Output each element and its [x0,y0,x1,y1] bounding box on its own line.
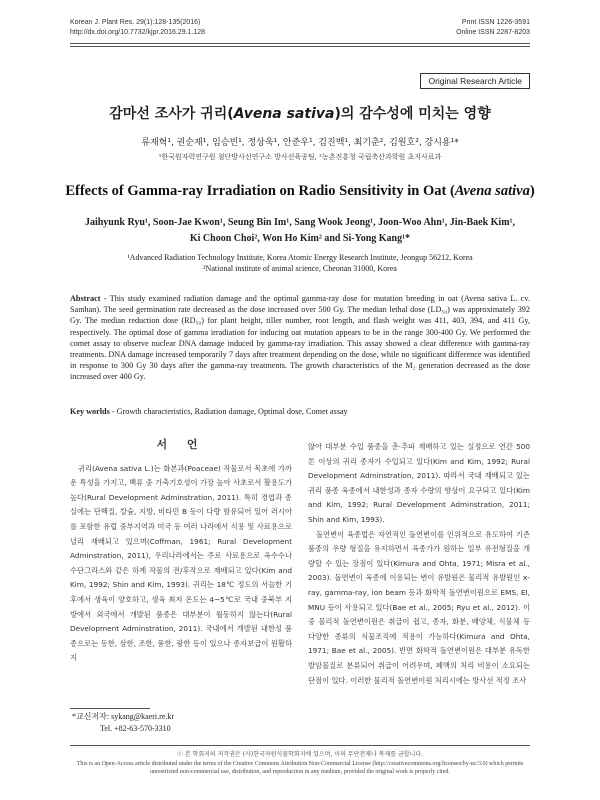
correspondence-rule [70,708,150,709]
english-title-species: Avena sativa [454,183,530,199]
abstract-label: Abstract [70,294,101,303]
abstract-text: - This study examined radiation damage and the optimal gamma-ray dose for mutation breeding in oat (Avena sativa L. cv. Samhan). The seed germination rate decreased as the dose increased over 500 Gy. The median lethal dose (LD₅₀) was approximately 392 Gy. The median reduction dose (RD₅₀) for plant height, tiller number, root length, and flash weight was 411, 403, 394, and 411 Gy, respectively. The optimal dose of gamma irradiation for inducing oat mutation appears to be in the range 300-400 Gy. We performed the comet assay to observe nuclear DNA damage induced by gamma-ray irradiation. This assay showed a clear difference with gamma-ray treatments. DNA damage increased temporarily 7 days after treatment depending on the dose, while no significant difference was identified in response to 300 Gy 30 days after the gamma-ray treatments. The growth characteristics of the M₂ generation decreased as the dose increased over 400 Gy. [70,294,530,382]
body-column-right [308,440,530,688]
english-authors [60,215,540,247]
english-authors-line1: Jaihyunk Ryu¹, Soon-Jae Kwon¹, Seung Bin Im¹, Sang Wook Jeong¹, Joon-Woo Ahn¹, Jin-Baek Kim¹, [84,217,516,228]
english-title-post: ) [529,183,535,199]
english-affiliation-2: ²National institute of animal science, Cheonan 31000, Korea [203,264,397,273]
intro-paragraph-2: 돌연변이 육종법은 자연적인 돌연변이를 인위적으로 유도하여 기존 품종의 우량 형질을 유지하면서 육종가가 원하는 일부 유전형질을 개량할 수 있는 장점이 있다(Kimura and Ohta, 1971; Misra et al., 2003). 돌연변이 육종에 이용되는 변이 유발원은 물리적 유발원인 x-ray, gamma-ray, ion beam 등과 화학적 돌연변이원으로 EMS, EI, MNU 등이 사용되고 있다(Bae et al., 2005; Ryu et al., 2012). 이 중 물리적 돌연변이원은 취급이 쉽고, 종자, 화분, 배양체, 식물체 등 다양한 종류의 식물조직에 적용이 가능하다(Kimura and Ohta, 1971; Bae et al., 2005). 반면 화학적 돌연변이원은 대부분 유독한 발암물질로 분류되어 취급이 어려우며, 폐액의 처리 비용이 소요되는 단점이 있다. 이러한 물리적 돌연변이원 처리시에는 방사선 적정 조사 [308,529,530,685]
intro-paragraph-1: 귀리(Avena sativa L.)는 화본과(Poaceae) 작물로서 목초에 가까운 특성을 가지고, 백류 중 가축기호성이 가장 높아 사초로서 활용도가 높다(Rural Development Adminstration, 2011). 특히 경엽과 종실에는 단백질, 칼슘, 지방, 비타민 B 등이 다량 함유되어 있어 러시아를 포함한 유럽 중부지역과 미국 등 여러 나라에서 식용 및 사료용으로 널리 재배되고 있으며(Coffman, 1961; Rural Development Adminstration, 2011), 우리나라에서는 주로 사료용으로 옥수수나 수단그라스와 같은 하계 작물의 전/후작으로 재배되고 있다(Kim and Kim, 1992; Shin and Kim, 1993). 귀리는 18℃ 정도의 서늘한 기후에서 생육이 양호하고, 생육 최저 온도는 4~5℃로 국내 중북부 지방에서 외국에서 개발된 품종은 대부분이 월동하지 않는다(Rural Development Adminstration, 2011). 국내에서 개발된 내한성 품종으로는 동한, 삼한, 조한, 풍한, 광한 등이 있으나 종자보급이 원활하지 [70,463,292,663]
journal-header-left [70,18,205,38]
section-title-introduction: 서 언 [156,438,206,451]
footer-rule [70,745,530,746]
copyright-notice: ⓒ 본 학회지의 저작권은 (사)한국자원식물학회지에 있으며, 이의 무단전재나 복제를 금합니다. [176,751,424,758]
journal-header-right [456,18,530,38]
abstract [70,293,530,383]
journal-citation: Korean J. Plant Res. 29(1):128-135(2016) [70,19,201,26]
corresponding-tel: Tel. +82-63-570-3310 [100,724,171,733]
corresponding-email: *교신저자: sykang@kaeri.re.kr [72,712,175,721]
body-column-left [70,440,292,666]
article-type-badge: Original Research Article [420,73,530,89]
doi-link[interactable]: http://dx.doi.org/10.7732/kjpr.2016.29.1.128 [70,29,206,36]
english-affiliations [60,252,540,274]
english-title-pre: Effects of Gamma-ray Irradiation on Radio Sensitivity in Oat ( [65,183,455,199]
keywords-text: - Growth characteristics, Radiation damage, Optimal dose, Comet assay [109,407,348,416]
korean-title-species: Avena sativa [233,106,335,122]
print-issn: Print ISSN 1226-3591 [461,19,530,26]
intro-paragraph-1-cont: 않아 대부분 수입 품종을 춘·추파 재배하고 있는 실정으로 연간 500 톤 이상의 귀리 종자가 수입되고 있다(Kim and Kim, 1992; Rural Development Adminstration, 2011). 따라서 국내 재배되고 있는 귀리 품종 육종에서 내한성과 종자 수량의 향상이 요구되고 있다(Kim and Kim, 1992; Rural Development Adminstration, 2011; Shin and Kim, 1993). [308,442,530,524]
korean-title-pre: 감마선 조사가 귀리( [109,106,234,122]
header-rule-top [70,43,530,44]
english-affiliation-1: ¹Advanced Radiation Technology Institute, Korea Atomic Energy Research Institute, Jeongup 56212, Korea [127,253,473,262]
korean-title [0,103,600,123]
english-title [0,183,600,200]
correspondence [72,711,174,735]
keywords [70,407,530,416]
header-rule-bottom [70,46,530,47]
english-authors-line2: Ki Choon Choi², Won Ho Kim² and Si-Yong Kang¹* [189,233,411,244]
korean-title-post: )의 감수성에 미치는 영향 [334,106,491,122]
korean-authors: 류재혁¹, 권순재¹, 임승빈¹, 정상욱¹, 안준우¹, 김진백¹, 최기춘², 김원호², 강시용¹* [141,138,459,148]
keywords-label: Key worlds [70,407,110,416]
korean-affiliations: ¹한국원자력연구원 첨단방사선연구소 방사선육종팀, ²농촌진흥청 국립축산과학원 초지사료과 [158,153,442,161]
online-issn: Online ISSN 2287-8203 [456,29,530,36]
open-access-notice: This is an Open-Access article distributed under the terms of the Creative Commons Attribution Non-Commercial License (http://creativecommons.org/licenses/by-nc/3.0) which permits unrestricted non-commercial use, distribution, and reproduction in any medium, provided the original work is properly cited. [76,761,524,775]
